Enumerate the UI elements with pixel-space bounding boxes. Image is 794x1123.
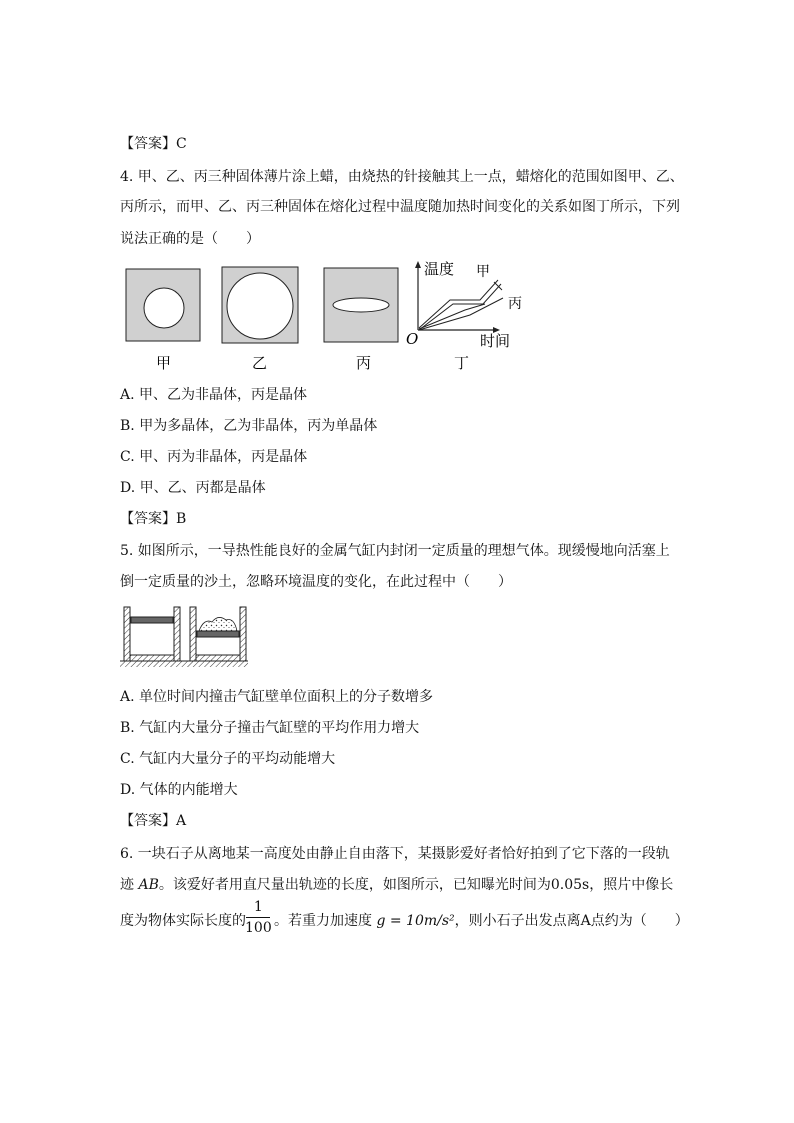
q6-line3-b: 。若重力加速度 — [274, 913, 372, 929]
q4-text-line2: 丙所示，而甲、乙、丙三种固体在熔化过程中温度随加热时间变化的关系如图丁所示，下列 — [120, 199, 680, 215]
answer-value: C — [176, 136, 187, 152]
curve-bing — [419, 304, 485, 329]
melt-ellipse-bing — [333, 298, 389, 312]
q4-option-a: A. 甲、乙为非晶体，丙是晶体 — [120, 387, 308, 403]
curve-label-bing: 丙 — [508, 296, 522, 312]
answer-q5 — [120, 810, 186, 830]
q5-figure — [120, 604, 250, 670]
q5-option-c: C. 气缸内大量分子的平均动能增大 — [120, 751, 336, 767]
origin-label: O — [406, 330, 419, 348]
cylinder-figure — [120, 604, 250, 670]
label-jia: 甲 — [156, 354, 172, 372]
fraction-1-100 — [245, 897, 272, 938]
q5-option-b: B. 气缸内大量分子撞击气缸壁的平均作用力增大 — [120, 720, 420, 736]
answer-label: 【答案】 — [120, 813, 176, 829]
label-bing: 丙 — [356, 354, 372, 372]
fraction-denominator: 100 — [245, 920, 272, 936]
answer-label: 【答案】 — [120, 511, 176, 527]
q5-option-d: D. 气体的内能增大 — [120, 782, 238, 798]
piston-1 — [131, 617, 173, 623]
q5-option-a: A. 单位时间内撞击气缸壁单位面积上的分子数增多 — [120, 689, 434, 705]
q6-line2-b: 。该爱好者用直尺量出轨迹的长度，如图所示，已知曝光时间为0.05s，照片中像长 — [158, 877, 674, 893]
q5-text-line2: 倒一定质量的沙土，忽略环境温度的变化，在此过程中（ ） — [120, 574, 512, 590]
q6-text-line3-b — [274, 910, 689, 930]
crystal-figure — [120, 258, 550, 378]
q5-text-line1: 5. 如图所示，一导热性能良好的金属气缸内封闭一定质量的理想气体。现缓慢地向活塞上 — [120, 543, 670, 559]
q4-text-line3: 说法正确的是（ ） — [120, 231, 260, 247]
piston-2 — [197, 631, 239, 637]
q6-line2-a: 迹 — [120, 877, 134, 893]
label-yi: 乙 — [252, 354, 268, 372]
answer-label: 【答案】 — [120, 136, 176, 152]
axis-y-label: 温度 — [424, 260, 455, 278]
sand-pile — [199, 617, 237, 631]
melt-circle-jia — [144, 288, 184, 328]
answer-value: A — [176, 813, 187, 829]
q4-option-d: D. 甲、乙、丙都是晶体 — [120, 480, 266, 496]
curve-label-jia: 甲 — [476, 264, 490, 280]
q6-line3-c: ，则小石子出发点离A点约为（ ） — [454, 913, 689, 929]
q6-text-line1: 6. 一块石子从离地某一高度处由静止自由落下，某摄影爱好者恰好拍到了它下落的一段轨 — [120, 846, 670, 862]
q6-text-line3-a: 度为物体实际长度的 — [120, 913, 246, 929]
q4-text-line1: 4. 甲、乙、丙三种固体薄片涂上蜡，由烧热的针接触其上一点，蜡熔化的范围如图甲、乙、 — [120, 169, 684, 185]
q6-text-line2 — [120, 874, 673, 894]
segment-ab: AB — [138, 877, 159, 893]
melt-circle-yi — [227, 273, 293, 339]
axis-x-label: 时间 — [480, 332, 511, 350]
label-ding: 丁 — [454, 354, 470, 372]
fraction-numerator: 1 — [253, 899, 263, 915]
gravity-expression: g = 10m/s² — [376, 913, 455, 929]
q4-figure — [120, 258, 550, 378]
answer-q4 — [120, 508, 186, 528]
answer-q3 — [120, 133, 187, 153]
q4-option-b: B. 甲为多晶体，乙为非晶体，丙为单晶体 — [120, 418, 378, 434]
q4-option-c: C. 甲、丙为非晶体，丙是晶体 — [120, 449, 308, 465]
answer-value: B — [176, 511, 187, 527]
